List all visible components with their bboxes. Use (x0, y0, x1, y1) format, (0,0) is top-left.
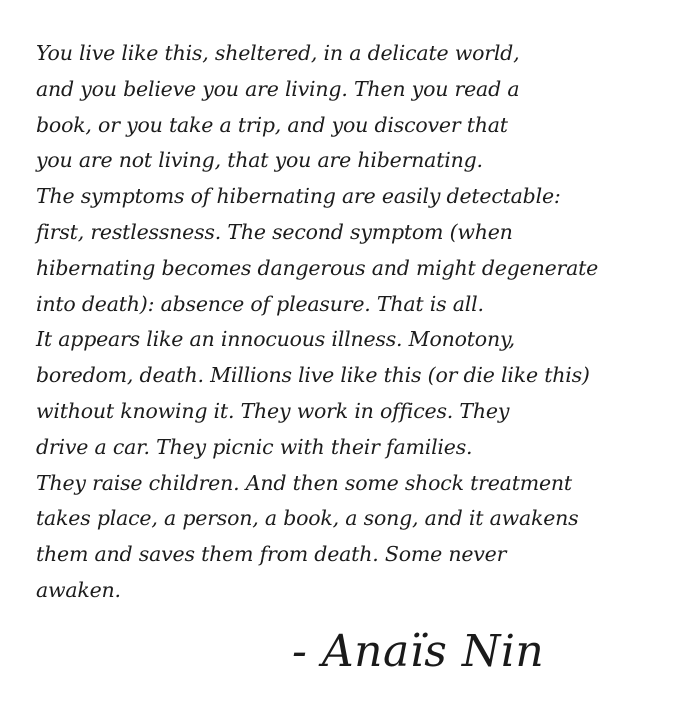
quote-line: book, or you take a trip, and you discover that (36, 112, 508, 137)
quote-line: without knowing it. They work in offices. They (36, 398, 510, 423)
quote-line: It appears like an innocuous illness. Monotony, (36, 327, 515, 352)
quote-text (36, 36, 656, 609)
quote-attribution: - Anaïs Nin (292, 626, 545, 677)
quote-line: boredom, death. Millions live like this (or die like this) (36, 363, 590, 388)
quote-line: and you believe you are living. Then you read a (36, 76, 520, 101)
quote-line: hibernating becomes dangerous and might degenerate (36, 255, 599, 280)
quote-line: The symptoms of hibernating are easily detectable: (36, 184, 561, 209)
quote-line: into death): absence of pleasure. That is all. (36, 291, 484, 316)
quote-line: first, restlessness. The second symptom (when (36, 219, 513, 244)
quote-line: them and saves them from death. Some never (36, 542, 507, 567)
quote-line: you are not living, that you are hibernating. (36, 148, 483, 173)
quote-line: awaken. (36, 577, 121, 602)
quote-line: They raise children. And then some shock treatment (36, 470, 572, 495)
quote-line: You live like this, sheltered, in a delicate world, (36, 41, 520, 65)
quote-line: takes place, a person, a book, a song, and it awakens (36, 506, 579, 531)
quote-line: drive a car. They picnic with their families. (36, 434, 473, 459)
